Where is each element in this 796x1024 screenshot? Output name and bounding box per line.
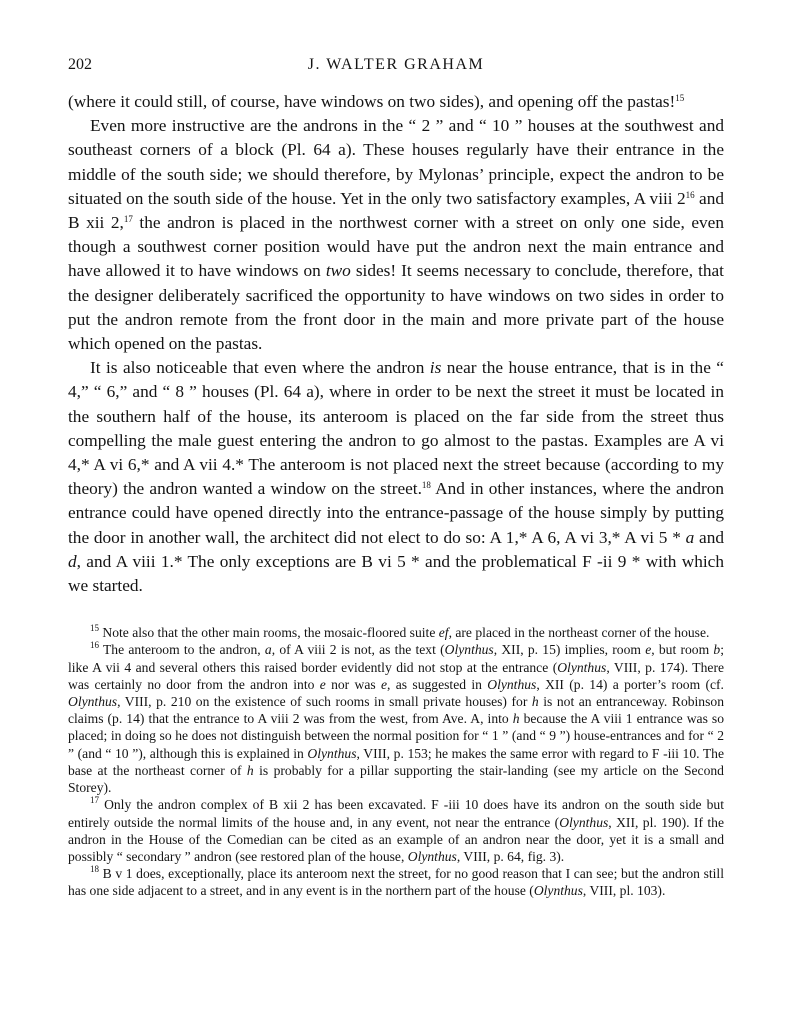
footnote-ref-18[interactable]: 18 <box>421 480 431 491</box>
footnote-15: $^{15}$ Note also that the other main rooms, the mosaic-floored suite ef, are placed in the northeast corner of the house. <box>90 623 710 641</box>
footnote-ref-17[interactable]: 17 <box>123 214 133 225</box>
page-header <box>68 56 724 82</box>
footnote-17: $^{17}$ Only the andron complex of B xii 2 has been excavated. F -iii 10 does have its andron on the south side but entirely outside the normal limits of the house and, in any event, not near the entrance (Olynthus, XII, pl. 190). If the andron in the House of the Comedian can be cited as an example of an andron near the door, yet it is a small and possibly “ secondary ” andron (see restored plan of the house, Olynthus, VIII, p. 64, fig. 3). <box>68 795 725 864</box>
running-head: J. WALTER GRAHAM <box>307 56 485 73</box>
footnote-ref-15[interactable]: 15 <box>675 93 685 103</box>
footnote-16: $^{16}$ The anteroom to the andron, a, of A viii 2 is not, as the text (Olynthus, XII, p. 15) implies, room e, but room b; like A vii 4 and several others this raised border evidently did not stop at the entrance (Olynthus, VIII, p. 174). There was certainly no door from the andron into e nor was e, as suggested in Olynthus, XII (p. 14) a porter’s room (cf. Olynthus, VIII, p. 210 on the existence of such rooms in small private houses) for h is not an entranceway. Robinson claims (p. 14) that the entrance to A viii 2 was from the west, from Ave. A, into h because the A viii 1 entrance was so placed; in doing so he does not distinguish between the normal position for “ 1 ” (and “ 9 ”) house-entrances and for “ 2 ” (and “ 10 ”), although this is explained in Olynthus, VIII, p. 153; he makes the same error with regard to F -iii 10. The base at the northeast corner of h is probably for a pillar supporting the stair-landing (see my article on the Second Storey). <box>68 640 725 796</box>
paragraph-3: It is also noticeable that even where the andron is near the house entrance, that is in the “ 4,” “ 6,” and “ 8 ” houses (Pl. 64 a), where in order to be next the street it must be located in the southern half of the house, its anteroom is placed on the far side from the street thus compelling the male guest entering the andron to go almost to the pastas. Examples are A vi 4,* A vi 6,* and A vii 4.* The anteroom is not placed next the street because (according to my theory) the andron wanted a window on the street.$^{18}$ And in other instances, where the andron entrance could have opened directly into the entrance-passage of the house simply by putting the door in another wall, the architect did not elect to do so: A 1,* A 6, A vi 3,* A vi 5 * a and d, and A viii 1.* The only exceptions are B vi 5 * and the problematical F -ii 9 * with which we started. <box>68 358 724 596</box>
body-text <box>68 90 724 598</box>
footnote-18: $^{18}$ B v 1 does, exceptionally, place its anteroom next the street, for no good reason that I can see; but the andron still has one side adjacent to a street, and in any event is in the northern part of the house (Olynthus, VIII, pl. 103). <box>68 864 724 899</box>
footnotes <box>68 624 724 899</box>
page <box>68 56 724 900</box>
footnote-ref-16[interactable]: 16 <box>685 189 695 200</box>
paragraph-1: (where it could still, of course, have windows on two sides), and opening off the pastas!$^{15}$ <box>68 92 685 111</box>
page-number: 202 <box>68 56 92 73</box>
paragraph-2: Even more instructive are the androns in the “ 2 ” and “ 10 ” houses at the southwest and southeast corners of a block (Pl. 64 a). These houses regularly have their entrance in the middle of the south side; we should therefore, by Mylonas’ principle, expect the andron to be situated on the south side of the house. Yet in the only two satisfactory examples, A viii $2^{16}$ and B xii 2,17 the andron is placed in the northwest corner with a street on only one side, even though a southwest corner position would have put the andron next the main entrance and have allowed it to have windows on two sides! It seems necessary to conclude, therefore, that the designer deliberately sacrificed the opportunity to have windows on two sides in order to put the andron remote from the front door in the main and more private part of the house which opened on the pastas. <box>68 116 724 354</box>
